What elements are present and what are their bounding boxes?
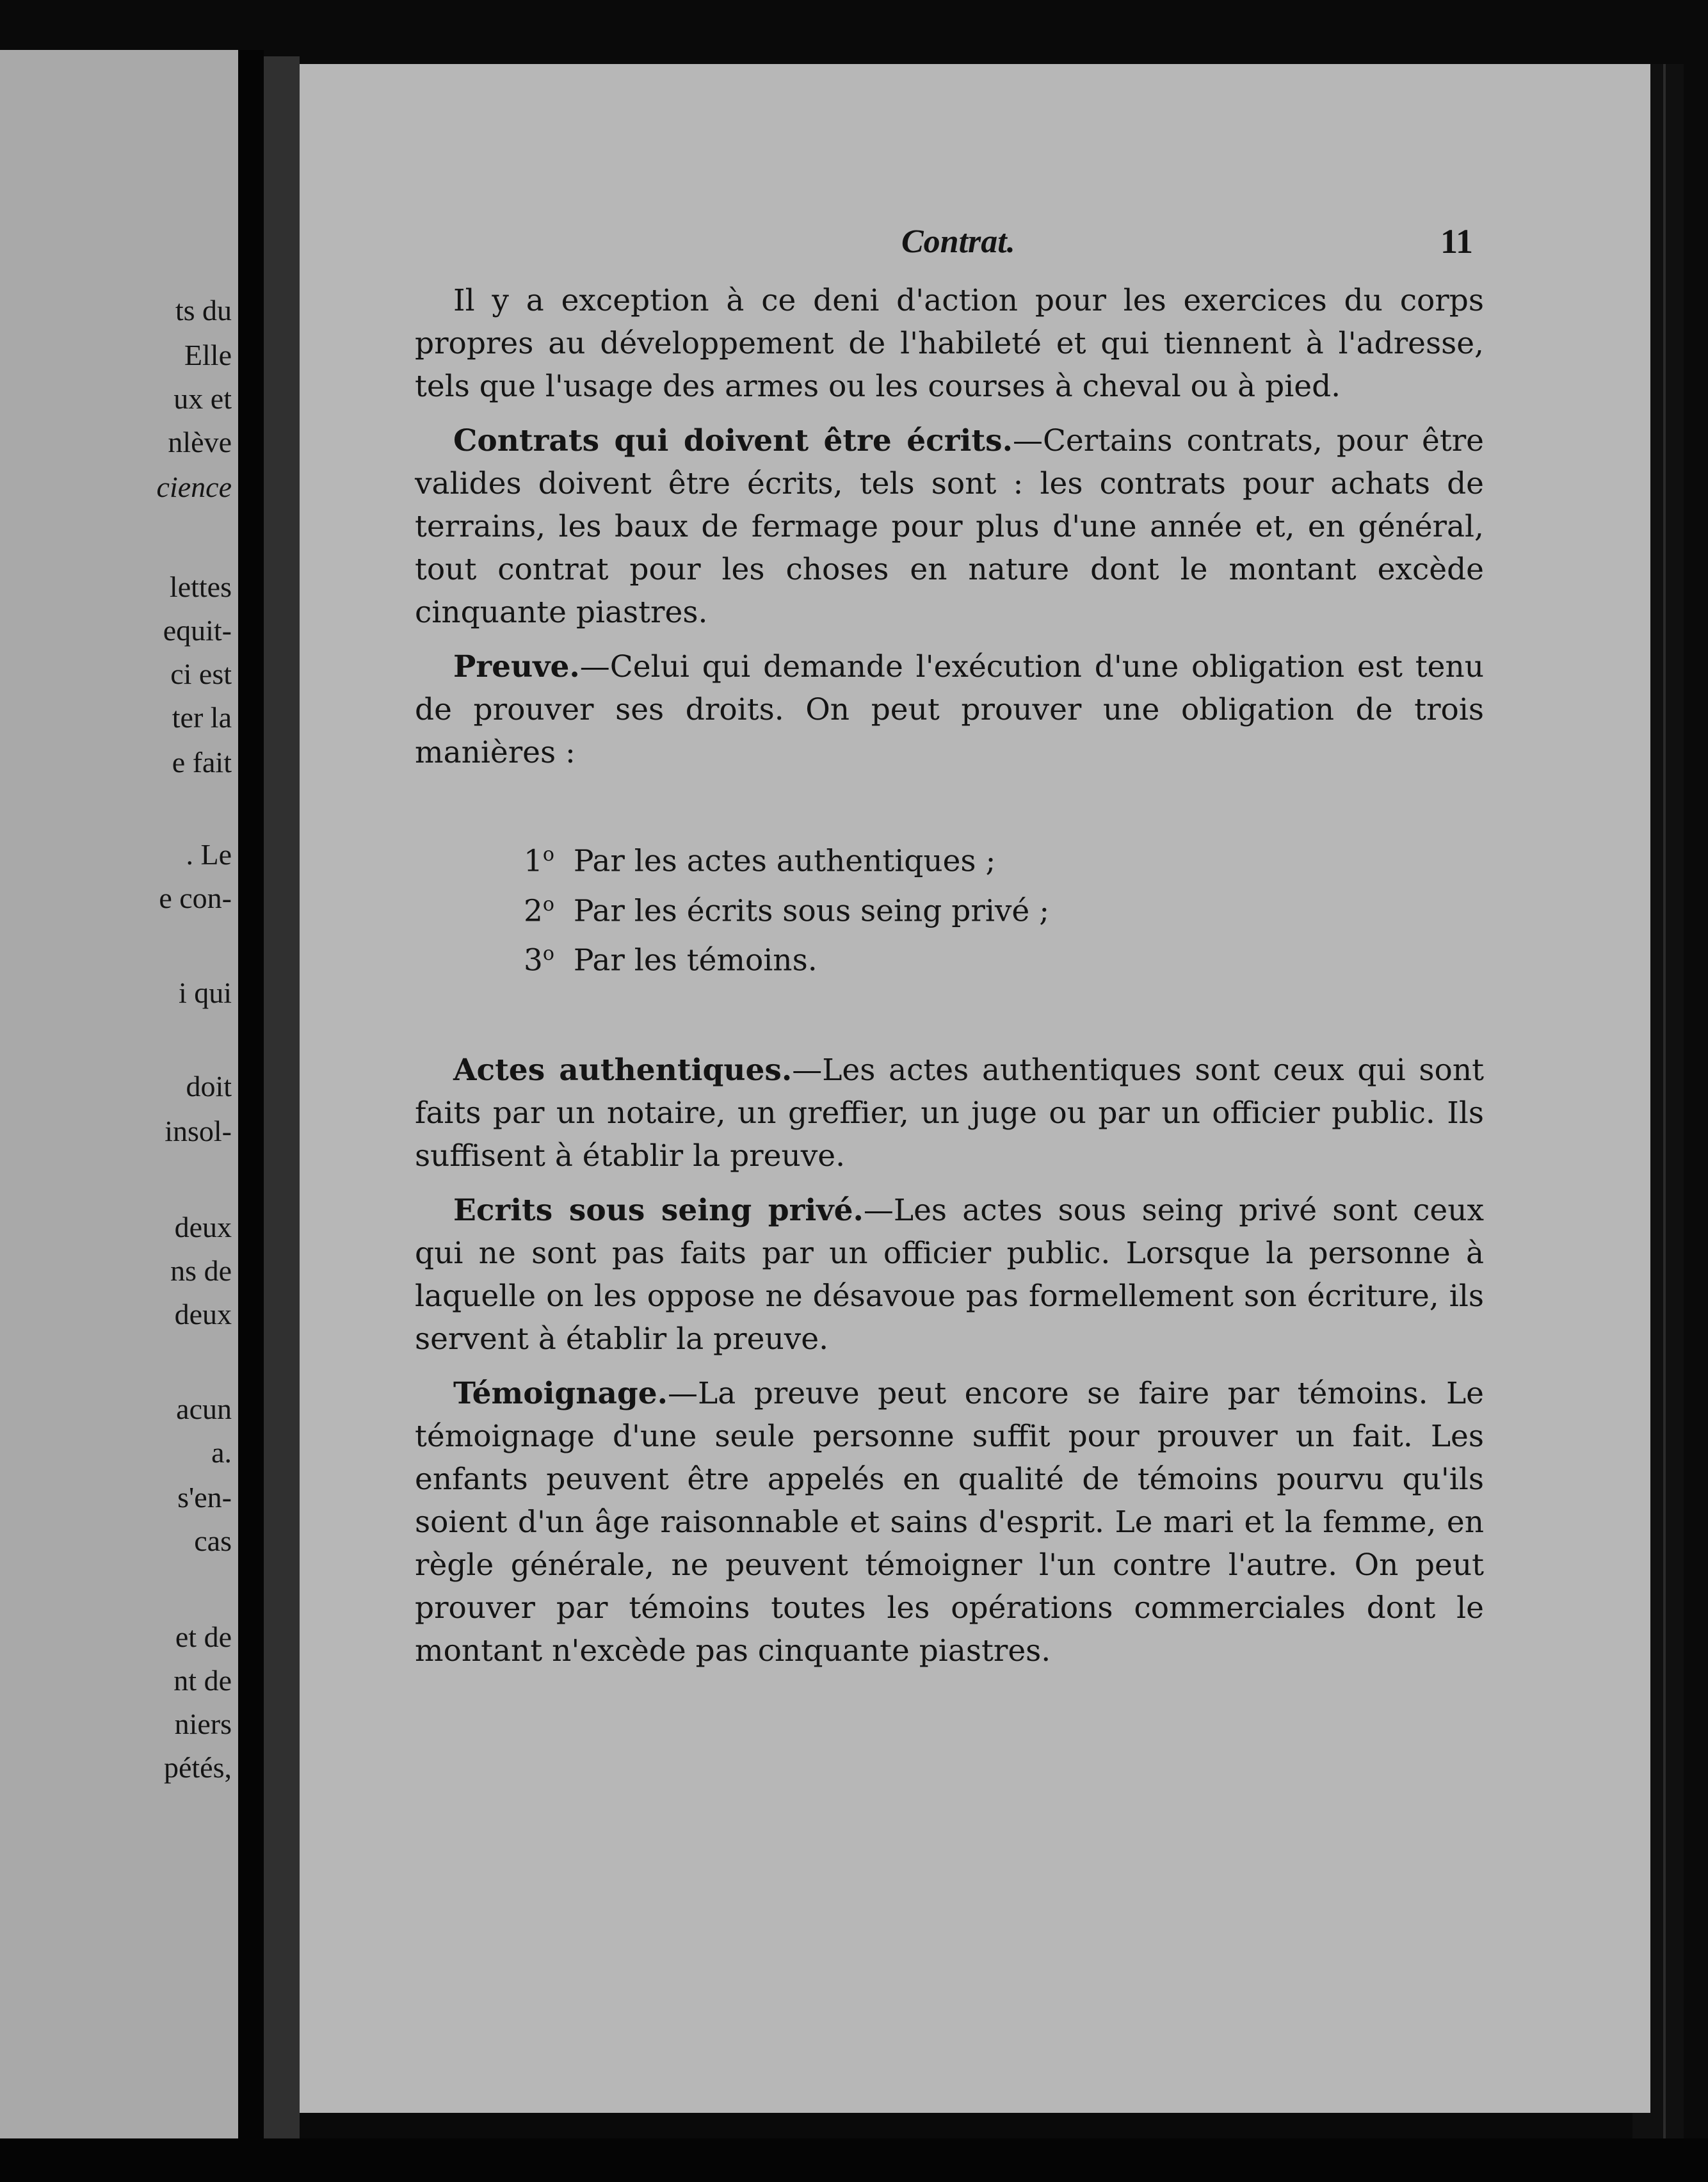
list-item: 2$^o$ Par les écrits sous seing privé ; [524, 893, 1050, 929]
facing-page-line: Elle [184, 339, 232, 371]
paragraph-text: —Certains contrats, pour être valides doivent être écrits, tels sont : les contrats pour achats de terrains, les baux de fermage pour plus d'une année et, en général, tout contrat pour les choses en nature dont le montant excède cinquante piastres. [415, 423, 1484, 630]
facing-page-line: insol- [165, 1115, 232, 1147]
facing-page-line: lettes [169, 570, 232, 603]
paragraph [415, 1372, 1484, 1672]
paragraph [415, 1189, 1484, 1361]
paragraph [415, 645, 1484, 774]
facing-page-line: deux [174, 1211, 232, 1243]
facing-page-line: nlève [168, 426, 232, 458]
facing-page-line: acun [176, 1393, 232, 1425]
paragraph-text: Il y a exception à ce deni d'action pour les exercices du corps propres au développement de l'habileté et qui tiennent à l'adresse, tels que l'usage des armes ou les courses à cheval ou à pied. [415, 283, 1484, 404]
paragraph [415, 419, 1484, 634]
facing-page-line: cience [156, 471, 232, 503]
facing-page-line: . Le [186, 838, 232, 871]
facing-page-line: et de [175, 1620, 232, 1653]
gutter-shadow [264, 56, 300, 2138]
facing-page-line: deux [174, 1298, 232, 1330]
list-item: 3$^o$ Par les témoins. [524, 942, 818, 978]
paragraph [415, 1049, 1484, 1177]
facing-page-line: ter la [172, 701, 232, 734]
facing-page-line: s'en- [177, 1481, 232, 1514]
facing-page-line: doit [186, 1070, 232, 1103]
running-head: Contrat. [901, 223, 1015, 260]
facing-page-fragment [0, 50, 238, 2138]
section-heading: Témoignage. [453, 1375, 668, 1411]
section-heading: Actes authentiques. [453, 1052, 793, 1088]
facing-page-line: e fait [172, 746, 232, 779]
proof-methods-list [415, 833, 1484, 982]
paragraph [415, 279, 1484, 408]
film-border [0, 2138, 1708, 2182]
facing-page-line: nt de [173, 1664, 232, 1697]
edge-rule [1663, 64, 1666, 2138]
paragraph-text: —Celui qui demande l'exécution d'une obligation est tenu de prouver ses droits. On peut prouver une obligation de trois manières : [415, 649, 1484, 770]
section-heading: Preuve. [453, 649, 580, 684]
book-gutter [238, 50, 264, 2138]
facing-page-line: cas [194, 1524, 232, 1557]
section-heading: Ecrits sous seing privé. [453, 1192, 864, 1228]
facing-page-line: ux et [173, 382, 232, 415]
list-item: 1$^o$ Par les actes authentiques ; [524, 843, 996, 879]
facing-page-line: e con- [159, 882, 232, 914]
facing-page-line: equit- [163, 614, 232, 647]
facing-page-line: a. [211, 1436, 232, 1469]
facing-page-line: ts du [175, 294, 232, 327]
facing-page-line: ns de [170, 1254, 232, 1287]
facing-page-line: i qui [178, 976, 232, 1009]
body-text [415, 279, 1484, 1684]
paragraph-text: —La preuve peut encore se faire par témoins. Le témoignage d'une seule personne suffit pour prouver un fait. Les enfants peuvent être appelés en qualité de témoins pourvu qu'ils soient d'un âge raisonnable et sains d'esprit. Le mari et la femme, en règle générale, ne peuvent témoigner l'un contre l'autre. On peut prouver par témoins toutes les opérations commerciales dont le montant n'excède pas cinquante piastres. [415, 1375, 1484, 1669]
page-number: 11 [1440, 222, 1474, 261]
facing-page-line: pétés, [163, 1751, 232, 1784]
paragraph-text: —Les actes sous seing privé sont ceux qui ne sont pas faits par un officier public. Lorsque la personne à laquelle on les oppose ne désavoue pas formellement son écriture, ils servent à établir la preuve. [415, 1192, 1484, 1357]
paragraph-text: —Les actes authentiques sont ceux qui sont faits par un notaire, un greffier, un juge ou par un officier public. Ils suffisent à établir la preuve. [415, 1052, 1484, 1174]
section-heading: Contrats qui doivent être écrits. [453, 423, 1013, 458]
facing-page-line: niers [174, 1708, 232, 1740]
book-page [300, 64, 1650, 2113]
facing-page-line: ci est [170, 658, 232, 690]
